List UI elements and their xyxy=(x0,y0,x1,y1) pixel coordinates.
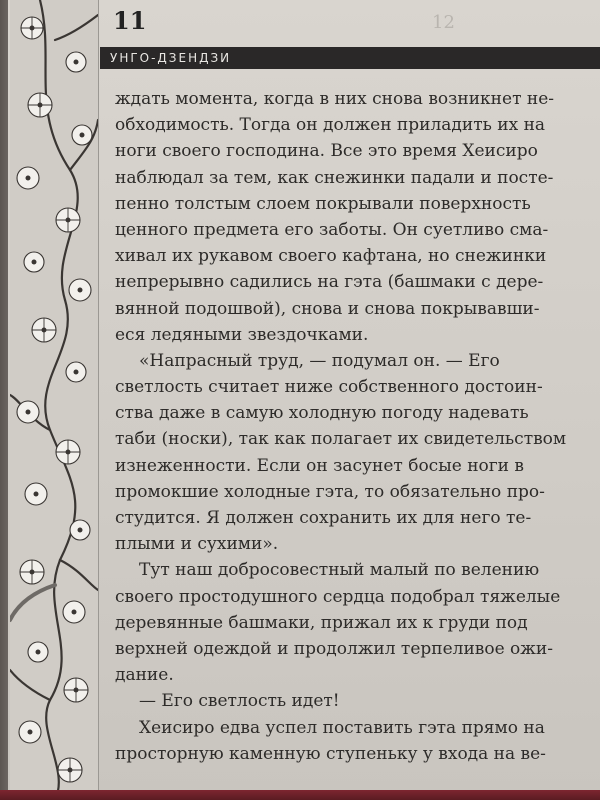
book-cover-edge xyxy=(0,790,600,800)
text-line: вянной подошвой), снова и снова покрывавши- xyxy=(115,298,540,319)
text-line: плыми и сухими». xyxy=(115,534,279,555)
text-line: ценного предмета его заботы. Он суетливо сма- xyxy=(115,219,549,240)
text-line: деревянные башмаки, прижал их к груди под xyxy=(115,612,528,633)
text-line: изнеженности. Если он засунет босые ноги в xyxy=(115,455,524,476)
running-header-title: УНГО-ДЗЕНДЗИ xyxy=(110,51,232,65)
text-line: еся ледяными звездочками. xyxy=(115,324,369,345)
cherry-blossom-branch-illustration xyxy=(10,0,98,800)
text-line: светлость считает ниже собственного достоин- xyxy=(115,377,543,398)
bleed-through-page-number: 12 xyxy=(432,12,455,33)
text-line: — Его светлость идет! xyxy=(139,691,340,712)
text-line: дание. xyxy=(115,665,174,686)
text-line: непрерывно садились на гэта (башмаки с дере- xyxy=(115,272,544,293)
text-line: ноги своего господина. Все это время Хеисиро xyxy=(115,141,538,162)
text-line: таби (носки), так как полагает их свидетельством xyxy=(115,429,567,450)
decorative-blossom-border xyxy=(10,0,99,800)
text-line: Тут наш добросовестный малый по велению xyxy=(139,560,540,581)
text-line: промокшие холодные гэта, то обязательно про- xyxy=(115,481,545,502)
text-line: ждать момента, когда в них снова возникнет не- xyxy=(115,89,555,109)
text-line: своего простодушного сердца подобрал тяжелые xyxy=(115,586,561,607)
text-line: наблюдал за тем, как снежинки падали и посте- xyxy=(115,167,554,188)
text-line: обходимость. Тогда он должен приладить их на xyxy=(115,115,546,136)
text-line: хивал их рукавом своего кафтана, но снежинки xyxy=(115,246,547,267)
text-line: студится. Я должен сохранить их для него те- xyxy=(115,508,532,528)
text-line: верхней одеждой и продолжил терпеливое ожи- xyxy=(115,638,554,659)
text-line: Хеисиро едва успел поставить гэта прямо на xyxy=(139,717,545,738)
body-text xyxy=(115,86,585,767)
page-number: 11 xyxy=(113,6,147,35)
text-line: ства даже в самую холодную погоду надевать xyxy=(115,403,529,424)
text-line: «Напрасный труд, — подумал он. — Его xyxy=(139,350,500,371)
text-line: пенно толстым слоем покрывали поверхность xyxy=(115,193,531,214)
text-line: просторную каменную ступеньку у входа на ве- xyxy=(115,743,546,764)
